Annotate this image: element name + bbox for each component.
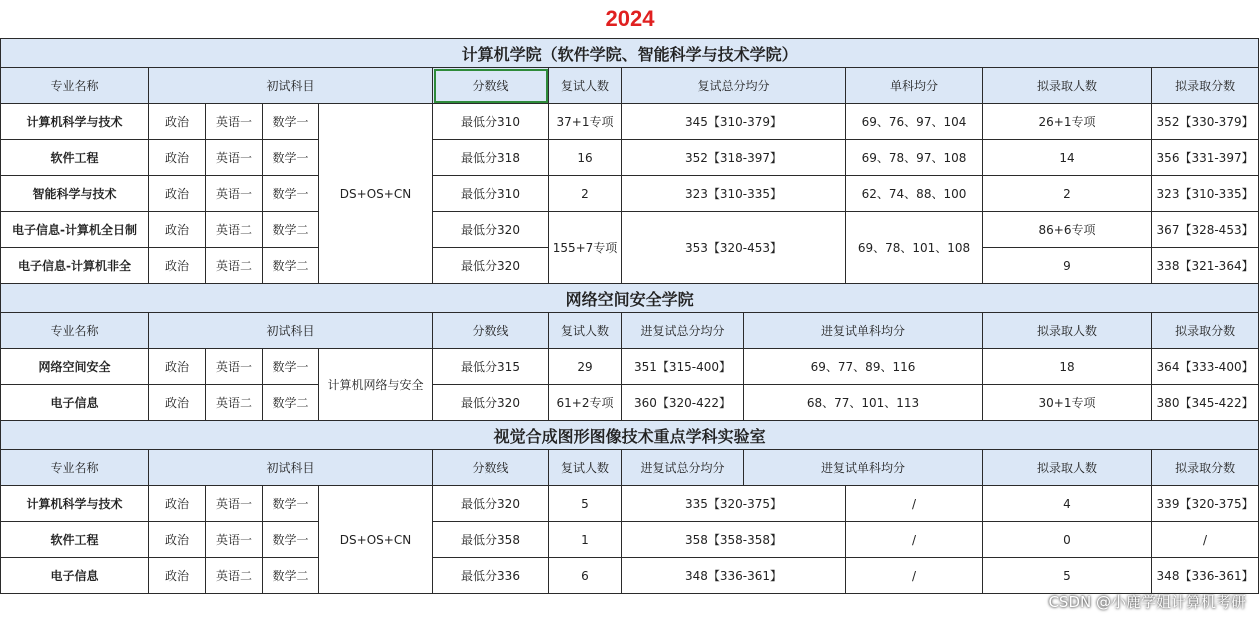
single-avg: 69、76、97、104 (846, 104, 983, 140)
subject-english: 英语一 (206, 349, 263, 385)
header-cell: 复试人数 (549, 450, 622, 486)
header-cell-selected[interactable]: 分数线 (433, 68, 549, 104)
subject-math: 数学一 (263, 140, 319, 176)
subject-professional: 计算机网络与安全 (319, 349, 433, 421)
subject-politics: 政治 (149, 212, 206, 248)
subject-english: 英语一 (206, 176, 263, 212)
subject-politics: 政治 (149, 104, 206, 140)
subject-math: 数学二 (263, 248, 319, 284)
header-cell: 专业名称 (1, 313, 149, 349)
subject-math: 数学一 (263, 104, 319, 140)
admit-count: 14 (983, 140, 1152, 176)
single-avg: 69、78、97、108 (846, 140, 983, 176)
header-cell: 拟录取分数 (1152, 313, 1259, 349)
admit-score: 323【310-335】 (1152, 176, 1259, 212)
header-cell: 复试人数 (549, 313, 622, 349)
subject-english: 英语一 (206, 140, 263, 176)
header-cell: 初试科目 (149, 68, 433, 104)
section-title: 计算机学院（软件学院、智能科学与技术学院） (1, 39, 1259, 68)
header-cell: 分数线 (433, 450, 549, 486)
header-cell: 专业名称 (1, 450, 149, 486)
score-line: 最低分336 (433, 558, 549, 594)
subject-politics: 政治 (149, 248, 206, 284)
admit-score: 339【320-375】 (1152, 486, 1259, 522)
admit-count: 0 (983, 522, 1152, 558)
subject-politics: 政治 (149, 558, 206, 594)
admit-count: 4 (983, 486, 1152, 522)
section-title-row (1, 39, 1259, 68)
subject-english: 英语一 (206, 104, 263, 140)
subject-politics: 政治 (149, 176, 206, 212)
subject-math: 数学一 (263, 176, 319, 212)
retest-count: 61+2专项 (549, 385, 622, 421)
subject-english: 英语二 (206, 212, 263, 248)
header-row (1, 313, 1259, 349)
header-cell: 专业名称 (1, 68, 149, 104)
subject-politics: 政治 (149, 349, 206, 385)
major-name: 网络空间安全 (1, 349, 149, 385)
single-avg: / (846, 522, 983, 558)
score-line: 最低分310 (433, 176, 549, 212)
retest-count: 37+1专项 (549, 104, 622, 140)
header-cell: 拟录取人数 (983, 313, 1152, 349)
score-line: 最低分310 (433, 104, 549, 140)
score-line: 最低分320 (433, 248, 549, 284)
score-line: 最低分358 (433, 522, 549, 558)
admission-table (0, 38, 1259, 594)
retest-avg: 360【320-422】 (622, 385, 744, 421)
admit-score: 338【321-364】 (1152, 248, 1259, 284)
section-title-row (1, 284, 1259, 313)
table-row (1, 558, 1259, 594)
admit-score: / (1152, 522, 1259, 558)
subject-politics: 政治 (149, 486, 206, 522)
retest-avg: 348【336-361】 (622, 558, 846, 594)
subject-english: 英语一 (206, 486, 263, 522)
admit-score: 364【333-400】 (1152, 349, 1259, 385)
retest-avg: 358【358-358】 (622, 522, 846, 558)
subject-professional: DS+OS+CN (319, 486, 433, 594)
header-row (1, 68, 1259, 104)
retest-count: 155+7专项 (549, 212, 622, 284)
retest-avg: 353【320-453】 (622, 212, 846, 284)
retest-avg: 352【318-397】 (622, 140, 846, 176)
major-name: 电子信息 (1, 558, 149, 594)
single-avg: 69、78、101、108 (846, 212, 983, 284)
major-name: 电子信息-计算机全日制 (1, 212, 149, 248)
header-cell: 分数线 (433, 313, 549, 349)
table-row (1, 212, 1259, 248)
score-line: 最低分320 (433, 486, 549, 522)
retest-count: 6 (549, 558, 622, 594)
page-year-title: 2024 (605, 6, 655, 31)
admit-count: 5 (983, 558, 1152, 594)
single-avg: 69、77、89、116 (744, 349, 983, 385)
table-row (1, 349, 1259, 385)
retest-avg: 335【320-375】 (622, 486, 846, 522)
section-title-row (1, 421, 1259, 450)
table-row (1, 176, 1259, 212)
retest-avg: 351【315-400】 (622, 349, 744, 385)
subject-english: 英语二 (206, 385, 263, 421)
subject-professional: DS+OS+CN (319, 104, 433, 284)
csdn-watermark: CSDN @小鹿学姐计算机考研 (1048, 593, 1246, 611)
admit-score: 352【330-379】 (1152, 104, 1259, 140)
retest-count: 16 (549, 140, 622, 176)
subject-english: 英语一 (206, 522, 263, 558)
table-row (1, 104, 1259, 140)
header-cell: 拟录取人数 (983, 450, 1152, 486)
header-cell: 进复试总分均分 (622, 450, 744, 486)
admit-count: 18 (983, 349, 1152, 385)
table-row (1, 385, 1259, 421)
admit-count: 30+1专项 (983, 385, 1152, 421)
admit-score: 356【331-397】 (1152, 140, 1259, 176)
table-row (1, 140, 1259, 176)
table-row (1, 486, 1259, 522)
single-avg: / (846, 558, 983, 594)
header-cell: 单科均分 (846, 68, 983, 104)
subject-politics: 政治 (149, 140, 206, 176)
admit-count: 2 (983, 176, 1152, 212)
subject-politics: 政治 (149, 522, 206, 558)
header-cell: 进复试单科均分 (744, 313, 983, 349)
score-line: 最低分320 (433, 212, 549, 248)
subject-math: 数学一 (263, 486, 319, 522)
retest-count: 29 (549, 349, 622, 385)
major-name: 电子信息-计算机非全 (1, 248, 149, 284)
admit-count: 26+1专项 (983, 104, 1152, 140)
header-cell: 初试科目 (149, 450, 433, 486)
retest-count: 1 (549, 522, 622, 558)
retest-avg: 323【310-335】 (622, 176, 846, 212)
single-avg: 62、74、88、100 (846, 176, 983, 212)
retest-count: 2 (549, 176, 622, 212)
subject-math: 数学二 (263, 558, 319, 594)
subject-math: 数学二 (263, 212, 319, 248)
subject-math: 数学二 (263, 385, 319, 421)
subject-english: 英语二 (206, 248, 263, 284)
score-line: 最低分315 (433, 349, 549, 385)
section-title: 网络空间安全学院 (1, 284, 1259, 313)
section-title: 视觉合成图形图像技术重点学科实验室 (1, 421, 1259, 450)
major-name: 电子信息 (1, 385, 149, 421)
major-name: 计算机科学与技术 (1, 104, 149, 140)
header-cell: 进复试总分均分 (622, 313, 744, 349)
major-name: 计算机科学与技术 (1, 486, 149, 522)
major-name: 软件工程 (1, 140, 149, 176)
header-cell: 拟录取分数 (1152, 450, 1259, 486)
header-cell: 进复试单科均分 (744, 450, 983, 486)
header-row (1, 450, 1259, 486)
score-line: 最低分320 (433, 385, 549, 421)
header-cell: 复试人数 (549, 68, 622, 104)
header-cell: 初试科目 (149, 313, 433, 349)
header-cell: 复试总分均分 (622, 68, 846, 104)
major-name: 软件工程 (1, 522, 149, 558)
retest-count: 5 (549, 486, 622, 522)
admit-score: 367【328-453】 (1152, 212, 1259, 248)
major-name: 智能科学与技术 (1, 176, 149, 212)
admit-count: 86+6专项 (983, 212, 1152, 248)
single-avg: / (846, 486, 983, 522)
single-avg: 68、77、101、113 (744, 385, 983, 421)
retest-avg: 345【310-379】 (622, 104, 846, 140)
subject-politics: 政治 (149, 385, 206, 421)
subject-math: 数学一 (263, 349, 319, 385)
admit-count: 9 (983, 248, 1152, 284)
header-cell: 拟录取分数 (1152, 68, 1259, 104)
score-line: 最低分318 (433, 140, 549, 176)
header-cell: 拟录取人数 (983, 68, 1152, 104)
subject-english: 英语二 (206, 558, 263, 594)
admit-score: 380【345-422】 (1152, 385, 1259, 421)
table-row (1, 522, 1259, 558)
admit-score: 348【336-361】 (1152, 558, 1259, 594)
subject-math: 数学一 (263, 522, 319, 558)
